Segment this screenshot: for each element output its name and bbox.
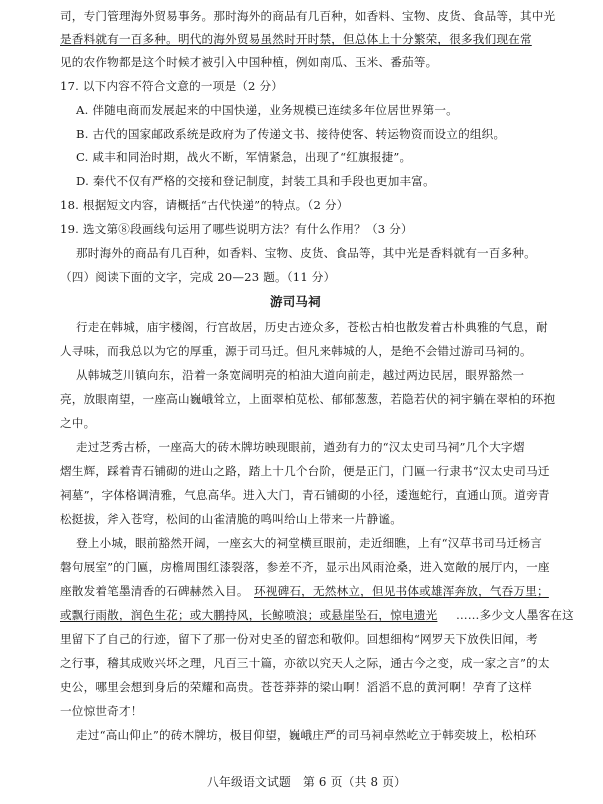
essay-line: 里留下了自己的行迹，留下了那一份对史圣的留恋和敬仰。回想细构“网罗天下放佚旧闻，考 xyxy=(60,632,538,646)
essay-line: 祠墓”，字体格调清雅，气息高华。进入大门，青石铺砌的小径，逶迤蛇行，直通山顶。道旁青 xyxy=(60,488,550,502)
passage-line xyxy=(60,32,532,46)
essay-line: 松挺拔，斧入苍穹，松间的山雀清脆的鸣叫给山上带来一片静谧。 xyxy=(60,512,403,526)
essay-line: 亮，放眼南望，一座高山巍峨耸立，上面翠柏苋松、郁郁葱葱，若隐若伏的祠宇躺在翠柏的环抱 xyxy=(60,392,556,406)
essay-line: 人寻味，而我总以为它的厚重，源于司马迁。但凡来韩城的人，是绝不会错过游司马祠的。 xyxy=(60,344,532,358)
page-footer: 八年级语文试题 第 6 页（共 8 页） xyxy=(207,775,407,789)
essay-line: 走过芝秀古桥，一座高大的砖木牌坊映现眼前，遒劲有力的“汉太史司马祠”几个大字熠 xyxy=(76,440,525,454)
passage-line-text xyxy=(60,32,532,46)
essay-line: ……多少文人墨客在这 xyxy=(456,608,574,622)
essay-line: 之中。 xyxy=(60,416,96,430)
option-c: C. 咸丰和同治时期，战火不断，军情紧急，出现了“红旗报捷”。 xyxy=(76,150,412,164)
passage-line: 司，专门管理海外贸易事务。那时海外的商品有几百种，如香料、宝物、皮货、食品等，其中光 xyxy=(60,9,556,23)
essay-line: 走过“高山仰止”的砖木牌坊，极目仰望，巍峨庄严的司马祠卓然屹立于韩奕坡上，松柏环 xyxy=(76,728,537,742)
essay-line: 行走在韩城，庙宇楼阁，行宫故居，历史古迹众多，苍松古柏也散发着古朴典雅的气息，耐 xyxy=(76,320,548,334)
section-heading: （四）阅读下面的文字，完成 20—23 题。（11 分） xyxy=(60,270,336,284)
underlined-sentence: 是香料就有一百多种。明代的海外贸易虽然时开时禁，但总体上十分繁荣，很多我们现在常 xyxy=(60,32,532,46)
essay-line: 座散发着笔墨清香的石碑赫然入目。 xyxy=(60,584,249,598)
underlined-sentence: 环视碑石，无然林立，但见书体或雄浑奔放，气吞万里； xyxy=(254,584,549,598)
essay-line: 熠生辉，踩着青石铺砌的进山之路，踏上十几个台阶，便是正门，门匾一行隶书“汉太史司马迁 xyxy=(60,464,550,478)
underlined-sentence: 或飘行雨散，润色生花；或大鹏持风，长鲸喷浪；或悬崖坠石，惊电遗光 xyxy=(60,608,438,622)
passage-line: 见的农作物都是这个时候才被引入中国种植，例如南瓜、玉米、番茄等。 xyxy=(60,55,438,69)
essay-line: 之行事，稽其成败兴坏之理，凡百三十篇，亦欲以究天人之际，通古今之变，成一家之言”的太 xyxy=(60,656,550,670)
quoted-sentence: 那时海外的商品有几百种，如香料、宝物、皮货、食品等，其中光是香料就有一百多种。 xyxy=(76,246,536,260)
essay-line: 史公，哪里会想到身后的荣耀和高贵。苍苍莽莽的梁山啊！滔滔不息的黄河啊！孕育了这样 xyxy=(60,680,532,694)
essay-line: 磐句展室”的门匾，房檐周围红漆裂落，参差不齐，显示出风雨沧桑，进入宽敞的展厅内，一座 xyxy=(60,560,550,574)
option-d: D. 秦代不仅有严格的交接和登记制度，封装工具和手段也更加丰富。 xyxy=(76,174,435,188)
essay-line: 从韩城芝川镇向东，沿着一条宽阔明亮的柏油大道向前走，越过两边民居，眼界豁然一 xyxy=(76,368,525,382)
question-18: 18. 根据短文内容，请概括“古代快递”的特点。（2 分） xyxy=(60,198,349,212)
essay-line: 登上小城，眼前豁然开阔，一座玄大的祠堂横亘眼前，走近细瞧，上有“汉草书司马迁杨言 xyxy=(76,536,543,550)
option-a: A. 伴随电商而发展起来的中国快递，业务规模已连续多年位居世界第一。 xyxy=(76,103,458,117)
option-b: B. 古代的国家邮政系统是政府为了传递文书、接待使客、转运物资而设立的组织。 xyxy=(76,127,506,141)
essay-title: 游司马祠 xyxy=(270,294,321,309)
essay-line: 一位惊世奇才！ xyxy=(60,704,143,718)
question-stem: 19. 选文第⑧段画线句运用了哪些说明方法？有什么作用？（3 分） xyxy=(60,222,413,236)
question-stem: 17. 以下内容不符合文意的一项是（2 分） xyxy=(60,79,284,93)
